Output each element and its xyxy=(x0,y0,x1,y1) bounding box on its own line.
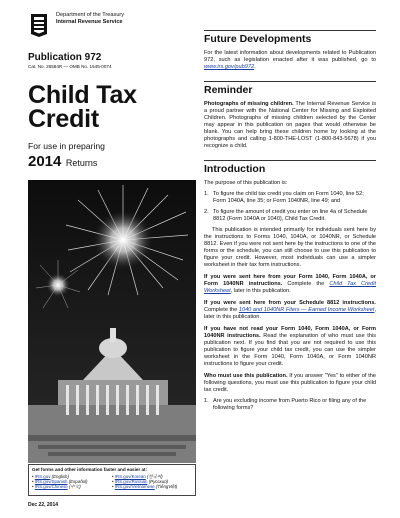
agency-name: Internal Revenue Service xyxy=(56,19,123,25)
forms-link-language: (Pусский) xyxy=(148,479,169,484)
forms-link-url[interactable]: IRS.gov/Chinese xyxy=(34,484,68,490)
forms-link-language: (Español) xyxy=(68,479,88,484)
pub972-link[interactable]: www.irs.gov/pub972 xyxy=(204,64,255,70)
document-title xyxy=(28,83,190,131)
tax-year: 2014 xyxy=(28,153,62,170)
introduction-purpose: The purpose of this publication is: xyxy=(204,180,288,186)
list-item xyxy=(204,191,376,205)
introduction-paragraph-4 xyxy=(204,326,376,368)
future-text: For the latest information about developments related to Publication 972, such as legislation enacted after it was published, go to xyxy=(204,50,376,63)
question-list xyxy=(204,398,376,412)
forms-link-item[interactable]: • IRS.gov/Russian (Pусский) xyxy=(112,479,169,484)
list-text: Are you excluding income from Puerto Rico or filing any of the following forms? xyxy=(213,398,367,411)
publication-number: Publication 972 xyxy=(28,52,102,63)
child-tax-credit-worksheet-link[interactable]: Child Tax Credit Worksheet xyxy=(204,281,376,294)
list-item xyxy=(204,209,376,223)
forms-link-item[interactable]: • IRS.gov/Chinese (中文) xyxy=(32,484,81,490)
list-number: 2. xyxy=(204,209,209,215)
irs-header-text xyxy=(56,12,124,26)
future-text-end: . xyxy=(254,64,256,70)
forms-link-item[interactable]: • IRS.gov/Korean (한국어) xyxy=(112,473,163,479)
paragraph-bold-lead: If you were sent here from your Form 1040, Form 1040A, or Form 1040NR instructions. xyxy=(204,274,376,287)
earned-income-worksheet-link[interactable]: 1040 and 1040NR Filers — Earned Income Worksheet xyxy=(238,307,375,313)
irs-eagle-logo-icon xyxy=(28,12,50,38)
cover-left-column xyxy=(28,12,190,171)
returns-label: Returns xyxy=(65,158,98,168)
forms-link-language: (한국어) xyxy=(147,473,163,479)
forms-link-url[interactable]: IRS.gov/Korean xyxy=(114,473,146,479)
forms-link-url[interactable]: IRS.gov xyxy=(34,473,51,479)
forms-link-item[interactable]: • IRS.gov/Vietnamese (TiếngViệt) xyxy=(112,484,178,490)
paragraph-text: Complete the xyxy=(282,281,330,287)
reminder-body: The Internal Revenue Service is a proud partner with the National Center for Missing and Exploited Children. Photographs of missing children selected by the Center may appear in this publication on pages that would otherwise be blank. You can help bring these children home by looking at the photographs and calling 1-800-THE-LOST (1-800-843-5678) if you recognize a child. xyxy=(204,101,376,149)
forms-link-url[interactable]: IRS.gov/Russian xyxy=(114,479,148,484)
forms-link-url[interactable]: IRS.gov/Vietnamese xyxy=(114,484,155,490)
publication-date: Dec 22, 2014 xyxy=(28,502,59,508)
list-text: To figure the child tax credit you claim on Form 1040, line 52; Form 1040A, line 35; or Form 1040NR, line 49; and xyxy=(213,191,364,204)
list-number: 1. xyxy=(204,398,209,404)
irs-header xyxy=(28,12,190,38)
department-name: Department of the Treasury xyxy=(56,12,125,18)
future-developments-text xyxy=(204,50,376,71)
forms-link-language: (TiếngViệt) xyxy=(155,484,178,490)
introduction-paragraph-5 xyxy=(204,373,376,394)
cover-right-column xyxy=(204,30,376,416)
future-developments-heading: Future Developments xyxy=(204,33,312,45)
section-divider xyxy=(204,81,376,82)
introduction-paragraph-2 xyxy=(204,274,376,295)
section-divider xyxy=(204,160,376,161)
forms-link-url[interactable]: IRS.gov/Spanish xyxy=(34,479,68,484)
paragraph-text: Complete the xyxy=(204,307,239,313)
catalog-number: Cat. No. 26584R — OMB No. 1545-0074 xyxy=(28,64,112,69)
reminder-heading: Reminder xyxy=(204,84,253,96)
purpose-list xyxy=(204,191,376,223)
list-number: 1. xyxy=(204,191,209,197)
reminder-text xyxy=(204,101,376,150)
list-text: To figure the amount of credit you enter on line 4a of Schedule 8812 (Form 1040A or 1040), Child Tax Credit. xyxy=(213,209,368,222)
paragraph-text: , later in this publication. xyxy=(230,288,291,294)
forms-links-grid xyxy=(32,474,192,490)
paragraph-bold-lead: Who must use this publication. xyxy=(204,373,288,379)
for-use-text: For use in preparing xyxy=(28,141,105,151)
list-item xyxy=(204,398,376,412)
forms-link-item[interactable]: • IRS.gov/Spanish (Español) xyxy=(32,479,88,484)
forms-info-box xyxy=(28,464,196,496)
introduction-paragraph-3 xyxy=(204,300,376,321)
paragraph-bold-lead: If you were sent here from your Schedule 8812 instructions. xyxy=(204,300,376,306)
paragraph-text: , later in this publication. xyxy=(204,307,377,320)
reminder-bold: Photographs of missing children. xyxy=(204,101,294,107)
forms-box-heading: Get forms and other information faster and easier at: xyxy=(32,467,148,472)
tax-year-row xyxy=(28,153,190,171)
paragraph-bold-lead: If you have not read your Form 1040, Form 1040A, or Form 1040NR instructions. xyxy=(204,326,376,339)
paragraph-text: Read the explanation of who must use this publication next. If you find that you are not required to use this publication to figure your child tax credit, you can use the simpler worksheet in the Form 1040, Form 1040A, or Form 1040NR instructions to figure your credit. xyxy=(204,333,376,367)
forms-link-language: (中文) xyxy=(68,484,81,490)
cover-photo-fireworks xyxy=(28,180,196,463)
forms-link-item[interactable]: • IRS.gov (English) xyxy=(32,473,69,479)
title-line-1: Child Tax xyxy=(28,81,137,109)
introduction-heading: Introduction xyxy=(204,163,266,175)
fireworks-illustration xyxy=(28,180,196,463)
section-divider xyxy=(204,30,376,31)
introduction-paragraph-1: This publication is intended primarily for individuals sent here by the instructions to Forms 1040, 1040A, or 1040NR, or Schedule 8812. Even if you were not sent here by the instructions to one of the forms or the schedule, you can still choose to use this publication to figure your credit. However, most individuals can use a simpler worksheet in their tax form instructions. xyxy=(204,227,376,268)
forms-link-language: (English) xyxy=(51,473,69,479)
paragraph-text: If you answer "Yes" to either of the following questions, you must use this publication to figure your child tax credit. xyxy=(204,373,376,393)
title-line-2: Credit xyxy=(28,105,100,133)
